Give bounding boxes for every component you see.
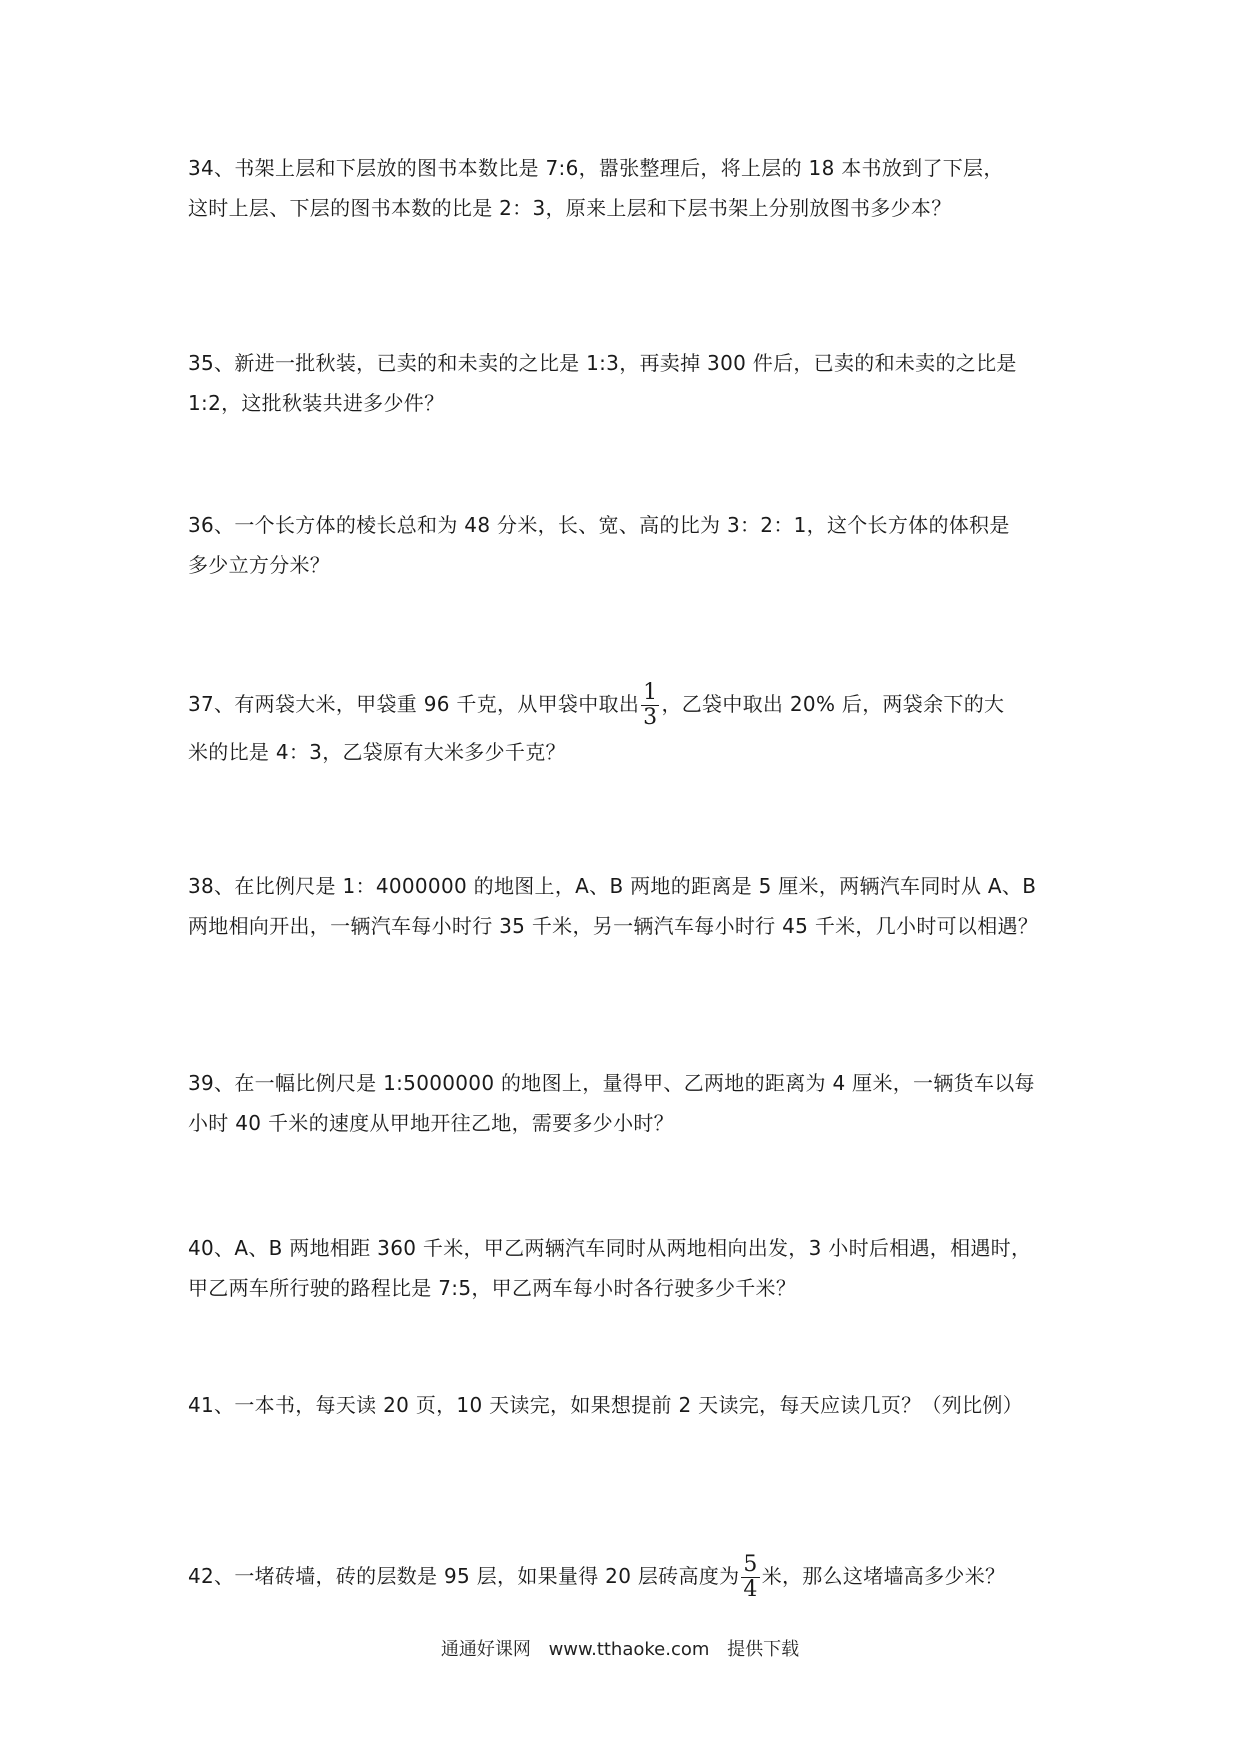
- question-text: 米，那么这堵墙高多少米？: [761, 1564, 1006, 1588]
- fraction-numerator: 5: [743, 1552, 758, 1577]
- question-line: 甲乙两车所行驶的路程比是 7:5，甲乙两车每小时各行驶多少千米？: [188, 1276, 797, 1300]
- fraction-numerator: 1: [643, 680, 658, 705]
- question-line: 39、在一幅比例尺是 1:5000000 的地图上，量得甲、乙两地的距离为 4 厘米，一辆货车以每: [188, 1071, 1035, 1095]
- page-footer: [0, 1635, 1240, 1661]
- question-text: 37、有两袋大米，甲袋重 96 千克，从甲袋中取出: [188, 692, 640, 716]
- question-34: [188, 148, 1058, 228]
- question-line: [188, 1548, 1058, 1604]
- question-line: 这时上层、下层的图书本数的比是 2：3，原来上层和下层书架上分别放图书多少本？: [188, 196, 952, 220]
- question-line: [188, 676, 1058, 732]
- fraction-one-third: [641, 681, 659, 730]
- footer-site-name: 通通好课网: [440, 1639, 531, 1660]
- question-line: 38、在比例尺是 1：4000000 的地图上，A、B 两地的距离是 5 厘米，两辆汽车同时从 A、B: [188, 874, 1037, 898]
- footer-url-link[interactable]: www.tthaoke.com: [548, 1639, 710, 1660]
- question-38: [188, 866, 1058, 946]
- question-line: 多少立方分米？: [188, 553, 331, 577]
- fraction-denominator: 4: [743, 1577, 758, 1602]
- question-line: 41、一本书，每天读 20 页，10 天读完，如果想提前 2 天读完，每天应读几页？（列比例）: [188, 1393, 1023, 1417]
- question-text: ，乙袋中取出 20% 后，两袋余下的大: [661, 692, 1005, 716]
- question-line: 40、A、B 两地相距 360 千米，甲乙两辆汽车同时从两地相向出发，3 小时后相遇，相遇时，: [188, 1236, 1032, 1260]
- question-40: [188, 1228, 1058, 1308]
- question-line: 1:2，这批秋装共进多少件？: [188, 391, 445, 415]
- question-35: [188, 343, 1058, 423]
- question-42: [188, 1548, 1058, 1604]
- question-line: 34、书架上层和下层放的图书本数比是 7:6，嚣张整理后，将上层的 18 本书放到了下层，: [188, 156, 1004, 180]
- footer-tail: 提供下载: [727, 1639, 800, 1660]
- question-39: [188, 1063, 1058, 1143]
- question-36: [188, 505, 1058, 585]
- question-37: [188, 676, 1058, 772]
- question-line: 35、新进一批秋装，已卖的和未卖的之比是 1:3，再卖掉 300 件后，已卖的和未卖的之比是: [188, 351, 1017, 375]
- question-41: [188, 1385, 1058, 1425]
- question-text: 42、一堵砖墙，砖的层数是 95 层，如果量得 20 层砖高度为: [188, 1564, 740, 1588]
- question-line: 36、一个长方体的棱长总和为 48 分米，长、宽、高的比为 3：2：1，这个长方体的体积是: [188, 513, 1010, 537]
- fraction-denominator: 3: [643, 705, 658, 730]
- question-line: 小时 40 千米的速度从甲地开往乙地，需要多少小时？: [188, 1111, 674, 1135]
- question-line: 米的比是 4：3，乙袋原有大米多少千克？: [188, 740, 566, 764]
- question-line: 两地相向开出，一辆汽车每小时行 35 千米，另一辆汽车每小时行 45 千米，几小时可以相遇？: [188, 914, 1039, 938]
- fraction-five-fourths: [741, 1553, 759, 1602]
